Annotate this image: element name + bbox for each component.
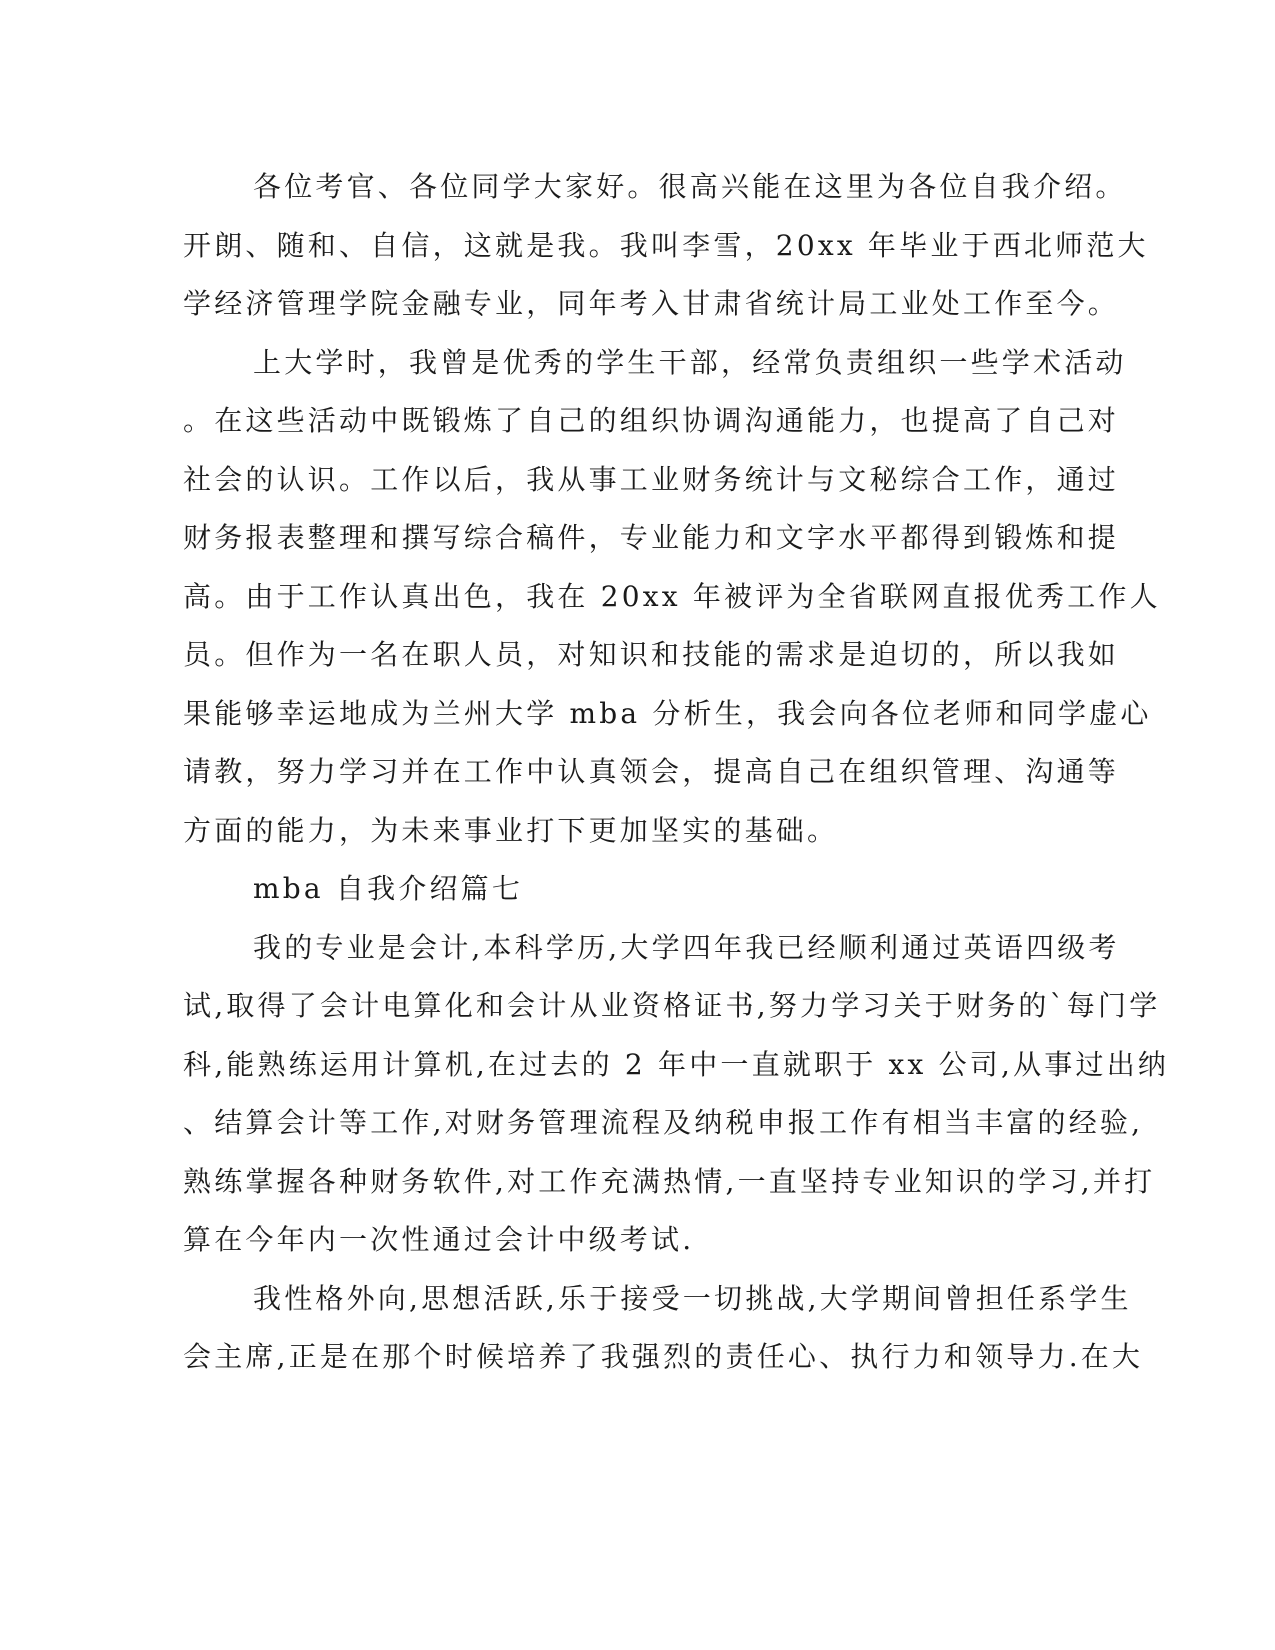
paragraph-line: 财务报表整理和撰写综合稿件，专业能力和文字水平都得到锻炼和提 <box>183 521 1120 554</box>
paragraph-line: 科,能熟练运用计算机,在过去的 2 年中一直就职于 xx 公司,从事过出纳 <box>183 1047 1170 1081</box>
paragraph-line: 我的专业是会计,本科学历,大学四年我已经顺利通过英语四级考 <box>253 930 1120 964</box>
paragraph-line: 我性格外向,思想活跃,乐于接受一切挑战,大学期间曾担任系学生 <box>253 1281 1132 1315</box>
paragraph-line: 。在这些活动中既锻炼了自己的组织协调沟通能力，也提高了自己对 <box>183 404 1120 437</box>
paragraph-line: 请教，努力学习并在工作中认真领会，提高自己在组织管理、沟通等 <box>183 755 1120 788</box>
paragraph-line: 员。但作为一名在职人员，对知识和技能的需求是迫切的，所以我如 <box>183 638 1120 671</box>
paragraph-line: 会主席,正是在那个时候培养了我强烈的责任心、执行力和领导力.在大 <box>183 1340 1144 1373</box>
paragraph-line: 学经济管理学院金融专业，同年考入甘肃省统计局工业处工作至今。 <box>183 287 1120 320</box>
section-heading: mba 自我介绍篇七 <box>253 872 524 905</box>
paragraph-line: 熟练掌握各种财务软件,对工作充满热情,一直坚持专业知识的学习,并打 <box>183 1164 1156 1198</box>
paragraph-line: 算在今年内一次性通过会计中级考试. <box>183 1223 695 1256</box>
paragraph-line: 高。由于工作认真出色，我在 20xx 年被评为全省联网直报优秀工作人 <box>183 579 1161 613</box>
paragraph-line: 开朗、随和、自信，这就是我。我叫李雪，20xx 年毕业于西北师范大 <box>183 228 1149 262</box>
paragraph-line: 上大学时，我曾是优秀的学生干部，经常负责组织一些学术活动 <box>253 345 1127 379</box>
document-body <box>183 158 1170 1387</box>
paragraph-line: 试,取得了会计电算化和会计从业资格证书,努力学习关于财务的`每门学 <box>183 989 1161 1022</box>
paragraph-line: 、结算会计等工作,对财务管理流程及纳税申报工作有相当丰富的经验, <box>183 1106 1144 1139</box>
paragraph-line: 方面的能力，为未来事业打下更加坚实的基础。 <box>183 813 839 847</box>
paragraph-line: 社会的认识。工作以后，我从事工业财务统计与文秘综合工作，通过 <box>183 462 1120 496</box>
paragraph-line: 各位考官、各位同学大家好。很高兴能在这里为各位自我介绍。 <box>253 170 1127 203</box>
paragraph-line: 果能够幸运地成为兰州大学 mba 分析生，我会向各位老师和同学虚心 <box>183 696 1152 730</box>
